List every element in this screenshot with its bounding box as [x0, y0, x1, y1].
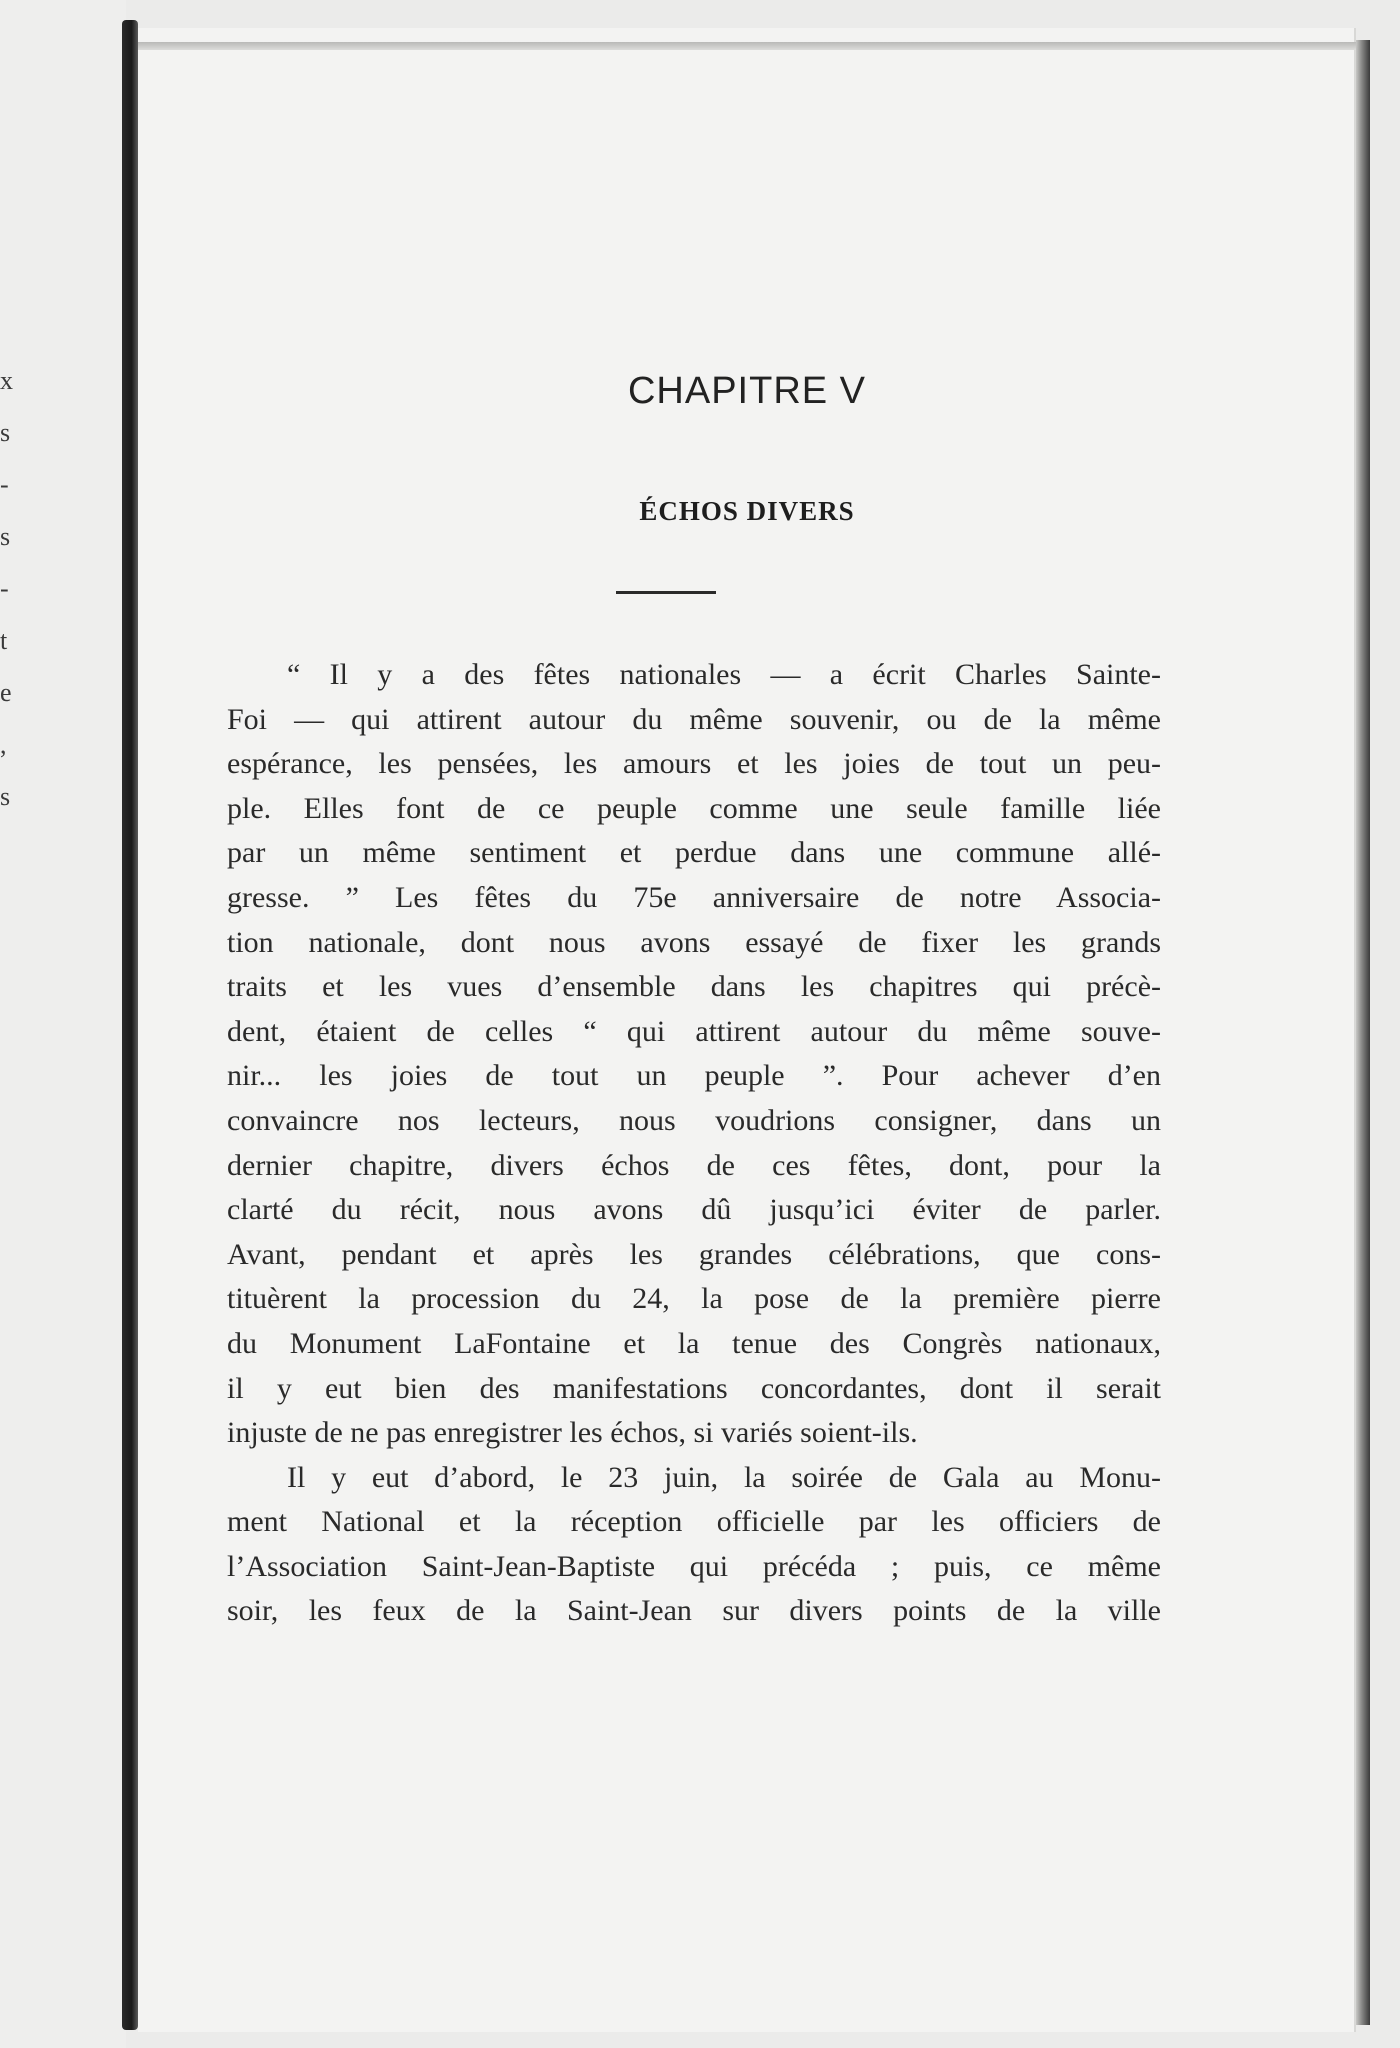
- page-right-edge: [1356, 40, 1370, 2025]
- text-line: du Monument LaFontaine et la tenue des Congrès nationaux,: [227, 1326, 1161, 1360]
- edge-letter: -: [0, 574, 9, 603]
- edge-letter: t: [0, 626, 8, 655]
- title-divider: [616, 591, 716, 594]
- text-line: “ Il y a des fêtes nationales — a écrit Charles Sainte-: [287, 658, 1161, 691]
- paragraph-2: [227, 1456, 1161, 1634]
- text-line: dent, étaient de celles “ qui attirent autour du même souve-: [227, 1014, 1161, 1048]
- text-line: tion nationale, dont nous avons essayé de fixer les grands: [227, 925, 1161, 959]
- text-line: dernier chapitre, divers échos de ces fêtes, dont, pour la: [227, 1148, 1161, 1182]
- chapter-body: [227, 653, 1161, 1634]
- previous-page-letters: [0, 355, 20, 823]
- chapter-title: CHAPITRE V: [627, 370, 867, 412]
- edge-letter: s: [0, 782, 11, 811]
- text-line: soir, les feux de la Saint-Jean sur divers points de la ville: [227, 1594, 1161, 1628]
- text-line: ple. Elles font de ce peuple comme une seule famille liée: [227, 791, 1161, 825]
- text-line: Foi — qui attirent autour du même souvenir, ou de la même: [227, 702, 1161, 736]
- edge-letter: ,: [0, 730, 7, 759]
- text-line: ment National et la réception officielle par les officiers de: [227, 1505, 1161, 1539]
- previous-page-edge: [0, 0, 126, 2048]
- page-top-edge: [138, 42, 1370, 50]
- text-line: injuste de ne pas enregistrer les échos, si variés soient-ils.: [227, 1416, 918, 1450]
- chapter-subtitle: ÉCHOS DIVERS: [639, 496, 855, 526]
- edge-letter: e: [0, 678, 12, 707]
- text-line: espérance, les pensées, les amours et les joies de tout un peu-: [227, 747, 1161, 781]
- text-line: nir... les joies de tout un peuple ”. Pour achever d’en: [227, 1059, 1161, 1093]
- edge-letter: -: [0, 470, 9, 499]
- text-line: Il y eut d’abord, le 23 juin, la soirée de Gala au Monu-: [287, 1460, 1161, 1494]
- book-gutter: [122, 20, 138, 2030]
- text-line: clarté du récit, nous avons dû jusqu’ici éviter de parler.: [227, 1193, 1161, 1227]
- text-line: convaincre nos lecteurs, nous voudrions consigner, dans un: [227, 1103, 1161, 1137]
- text-line: tituèrent la procession du 24, la pose de la première pierre: [227, 1282, 1161, 1316]
- text-line: il y eut bien des manifestations concordantes, dont il serait: [227, 1371, 1161, 1405]
- text-line: par un même sentiment et perdue dans une commune allé-: [227, 836, 1161, 870]
- paragraph-1: [227, 653, 1161, 1456]
- edge-letter: s: [0, 418, 11, 447]
- text-line: traits et les vues d’ensemble dans les chapitres qui précè-: [227, 970, 1161, 1004]
- edge-letter: s: [0, 522, 11, 551]
- edge-letter: x: [0, 366, 13, 395]
- book-page: [138, 28, 1356, 2032]
- text-line: gresse. ” Les fêtes du 75e anniversaire de notre Associa-: [227, 880, 1161, 914]
- text-line: l’Association Saint-Jean-Baptiste qui précéda ; puis, ce même: [227, 1549, 1161, 1583]
- text-line: Avant, pendant et après les grandes célébrations, que cons-: [227, 1237, 1161, 1271]
